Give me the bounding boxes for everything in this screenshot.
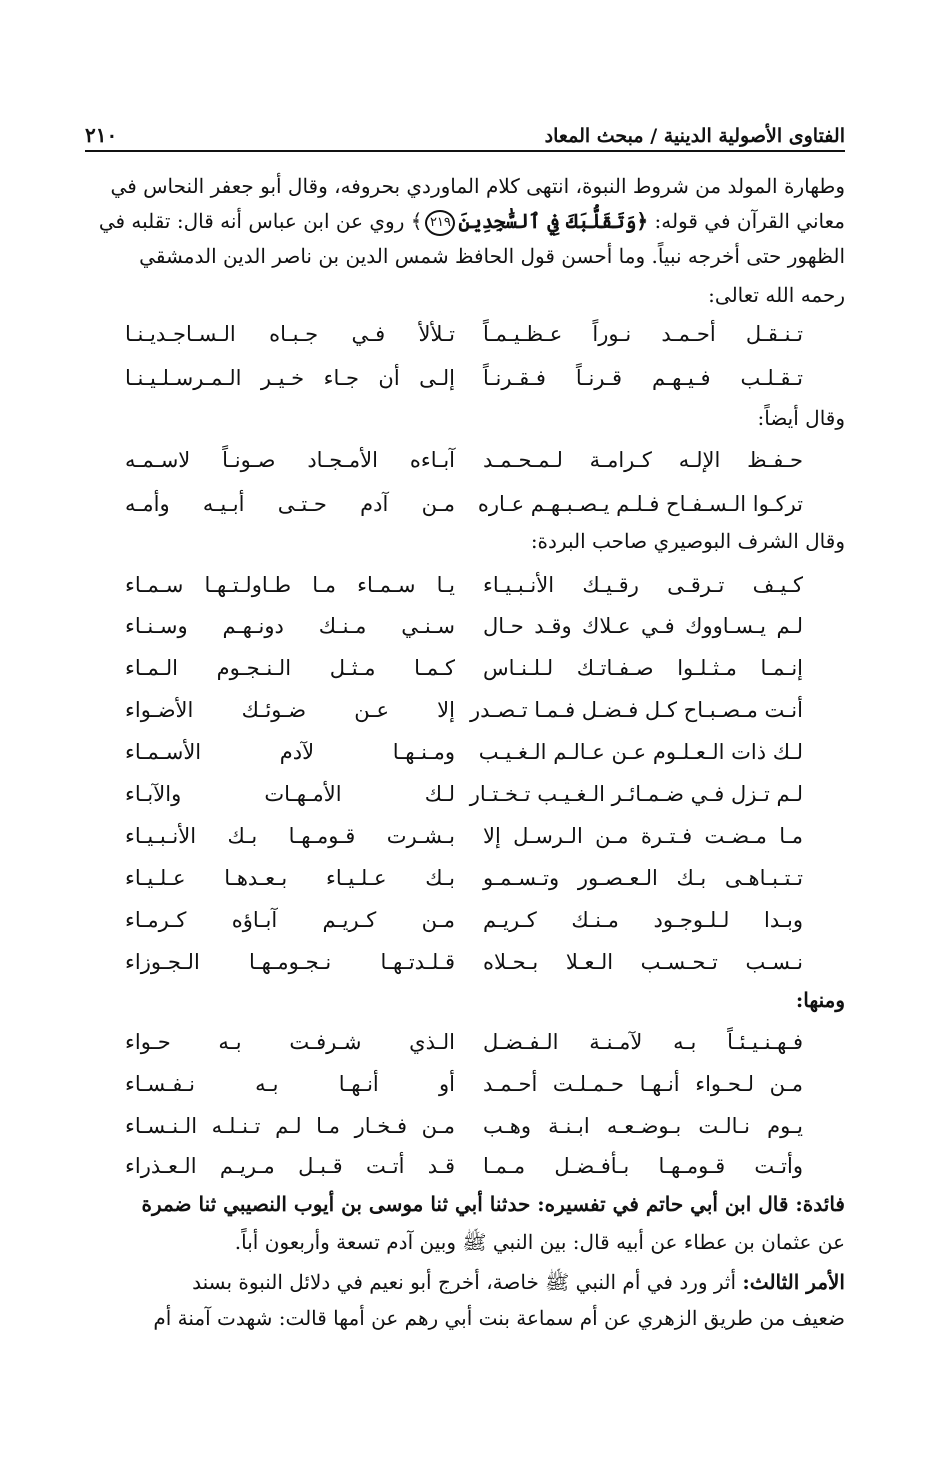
faida-line-2: عن عثمان بن عطاء عن أبيه قال: بين النبي ﷺ وبين آدم تسعة وأربعون أباً. bbox=[234, 1230, 845, 1254]
verse-first-hemistich: تـتـبـاهـى بـك الـعـصـور وتـسـمـو bbox=[483, 866, 803, 890]
verse-first-hemistich: لـك ذات الـعـلـوم عـن عـالـم الـغـيـب bbox=[478, 740, 803, 764]
verse-second-hemistich: كـمـا مـثـل الـنـجـوم الـمـاء bbox=[125, 656, 455, 680]
intro-text: معاني القرآن في قوله: bbox=[654, 209, 845, 233]
verse-second-hemistich: مـن فـخـار مـا لـم تـنـلـه الـنـسـاء bbox=[125, 1114, 455, 1138]
verse-first-hemistich: مـن لـحـواء أنـهـا حـمـلـت أحـمـد bbox=[483, 1072, 803, 1096]
verse-first-hemistich: وبـدا لـلـوجـود مـنـك كـريـم bbox=[483, 908, 803, 932]
verse-first-hemistich: حـفـظ الإلـه كـرامـة لـمـحـمـد bbox=[483, 448, 803, 472]
verse-first-hemistich: كـيـف تـرقـى رقـيـك الأنـبـيـاء bbox=[483, 573, 803, 597]
intro-line-1: وطهارة المولد من شروط النبوة، انتهى كلام الماوردي بحروفه، وقال أبو جعفر النحاس في bbox=[110, 174, 845, 198]
verse-second-hemistich: آبـاءه الأمـجـاد صـونـاً لاسـمـه bbox=[125, 448, 455, 472]
verse-second-hemistich: مـن كـريـم آبـاؤه كـرمـاء bbox=[125, 908, 455, 932]
faida-label: فائدة: bbox=[795, 1192, 845, 1216]
verse-second-hemistich: بـك عـلـيـاء بـعـدهـا عـلـيـاء bbox=[125, 866, 455, 890]
verse-second-hemistich: يـا سـمـاء مـا طـاولـتـهـا سـمـاء bbox=[125, 573, 455, 597]
verse-first-hemistich: وأتـت قـومـهـا بـأفـضـل مـمـا bbox=[483, 1154, 803, 1178]
verse-second-hemistich: سـنـي مـنـك دونـهـم وسـنـاء bbox=[125, 614, 455, 638]
verse-first-hemistich: لـم يـسـاووك فـي عـلاك وقـد حـال bbox=[483, 614, 803, 638]
verse-first-hemistich: إنـمـا مـثـلـوا صـفـاتـك لـلـنـاس bbox=[483, 656, 803, 680]
verse-second-hemistich: قـلـدتـهـا نـجـومـهـا الـجـوزاء bbox=[125, 950, 455, 974]
faida-text: قال ابن أبي حاتم في تفسيره: حدثنا أبي ثنا موسى بن أيوب النصيبي ثنا ضمرة bbox=[141, 1192, 789, 1216]
verse-first-hemistich: تـنـقـل أحـمـد نـوراً عـظـيـمـاً bbox=[483, 322, 803, 346]
verse-second-hemistich: ومـنـهـا لآدم الأسـمـاء bbox=[125, 740, 455, 764]
verse-second-hemistich: إلا عـن ضـوئـك الأضـواء bbox=[125, 698, 455, 722]
third-matter-label: الأمر الثالث: bbox=[742, 1270, 845, 1294]
third-matter-line-1 bbox=[90, 1266, 845, 1298]
header-title: الفتاوى الأصولية الدينية / مبحث المعاد bbox=[544, 125, 845, 147]
intro-line-3: الظهور حتى أخرجه نبياً. وما أحسن قول الحافظ شمس الدين بن ناصر الدين الدمشقي bbox=[139, 244, 845, 268]
third-matter-line-2: ضعيف من طريق الزهري عن أم سماعة بنت أبي رهم عن أمها قالت: شهدت آمنة أم bbox=[153, 1306, 845, 1330]
verse-first-hemistich: فـهـنـيـئـاً بـه لآمـنـة الـفـضـل bbox=[483, 1030, 803, 1054]
verse-first-hemistich: تركـوا الـسـفـاح فـلـم يـصـبـهـم عـاره bbox=[477, 492, 803, 516]
also-said: وقال أيضاً: bbox=[757, 406, 845, 430]
verse-second-hemistich: مـن آدم حـتـى أبـيـه وأمـه bbox=[125, 492, 455, 516]
busiri-intro: وقال الشرف البوصيري صاحب البردة: bbox=[530, 529, 845, 553]
page-number: ٢١٠ bbox=[85, 123, 118, 147]
verse-first-hemistich: نـسـب تـحـسـب الـعـلا بـحـلاه bbox=[483, 950, 803, 974]
verse-first-hemistich: مـا مـضـت فـتـرة مـن الـرسـل إلا bbox=[483, 824, 803, 848]
ayah-number-mark: ٢١٩ bbox=[425, 210, 455, 236]
minha-label: ومنها: bbox=[795, 988, 845, 1012]
verse-second-hemistich: إلـى أن جـاء خـيـر الـمـرسـلـيـنـا bbox=[125, 366, 455, 390]
verse-second-hemistich: لـك الأمـهـات والآبـاء bbox=[125, 782, 455, 806]
verse-first-hemistich: لـم تـزل فـي ضـمـائـر الـغـيـب تـخـتـار bbox=[469, 782, 803, 806]
verse-first-hemistich: تـقـلـب فـيـهـم قـرنـاً فـقـرنـاً bbox=[483, 366, 803, 390]
verse-second-hemistich: الـذي شـرفـت بـه حـواء bbox=[125, 1030, 455, 1054]
faida-line-1 bbox=[90, 1188, 845, 1220]
intro-line-4: رحمه الله تعالى: bbox=[708, 283, 845, 307]
intro-line-2 bbox=[90, 205, 845, 237]
quran-verse: ﴿وَتَقَلُّبَكَ فِي ٱلسَّٰجِدِينَ bbox=[458, 209, 649, 233]
verse-second-hemistich: بـشـرت قـومـهـا بـك الأنـبـيـاء bbox=[125, 824, 455, 848]
verse-first-hemistich: أنـت مـصـبـاح كـل فـضـل فـمـا تـصـدر bbox=[470, 698, 803, 722]
verse-second-hemistich: تـلألأ فـي جـبـاه الـسـاجـديـنـا bbox=[125, 322, 455, 346]
verse-second-hemistich: أو أنـهـا بـه نـفـسـاء bbox=[125, 1072, 455, 1096]
third-matter-text: أثر ورد في أم النبي ﷺ خاصة، أخرج أبو نعيم في دلائل النبوة بسند bbox=[192, 1270, 737, 1294]
verse-first-hemistich: يـوم نـالـت بـوضـعـه ابـنـة وهـب bbox=[483, 1114, 803, 1138]
intro-text-cont: ﴾ روي عن ابن عباس أنه قال: تقلبه في bbox=[98, 209, 423, 233]
verse-second-hemistich: قـد أتـت قـبـل مـريـم الـعـذراء bbox=[125, 1154, 455, 1178]
running-header bbox=[85, 118, 845, 152]
